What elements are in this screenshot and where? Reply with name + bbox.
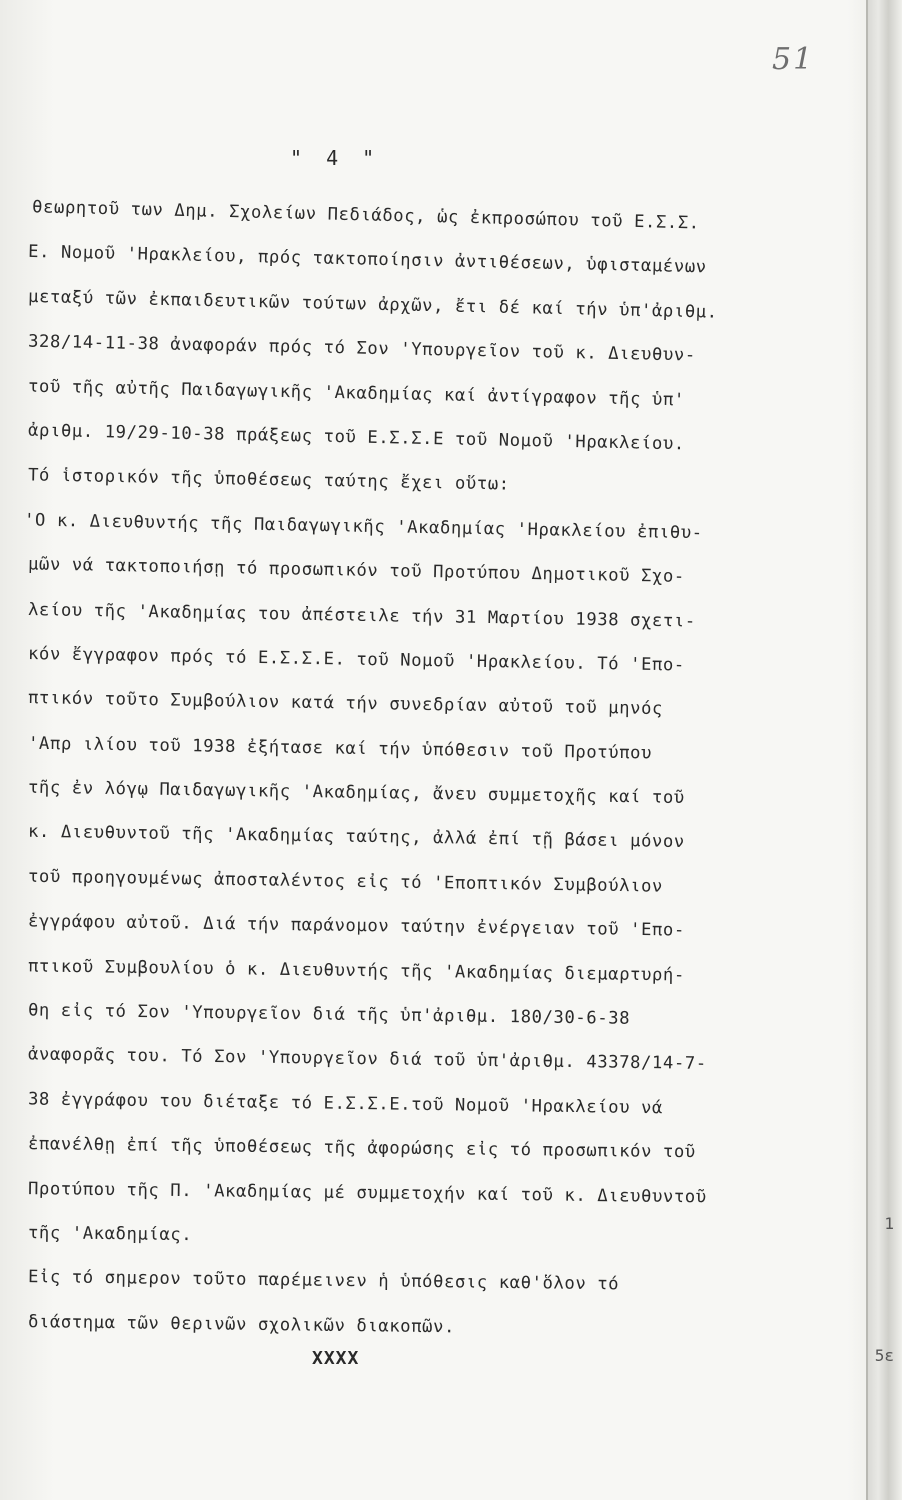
text-line: ἐγγράφου αὐτοῦ. Διά τήν παράνομον ταύτην ἐνέργειαν τοῦ 'Επο- xyxy=(27,911,685,941)
text-line: θη εἰς τό Σον 'Υπουργεῖον διά τῆς ὑπ'ἀριθμ. 180/30-6-38 xyxy=(27,1000,631,1029)
text-line: 328/14-11-38 ἀναφοράν πρός τό Σον 'Υπουργεῖον τοῦ κ. Διευθυν- xyxy=(27,331,696,366)
text-line: τῆς 'Ακαδημίας. xyxy=(27,1223,193,1246)
text-line: Τό ἱστορικόν τῆς ὑποθέσεως ταύτης ἔχει οὕτω: xyxy=(27,465,510,495)
end-mark: ΧΧΧΧ xyxy=(312,1348,360,1369)
edge-mark-2: 5ε xyxy=(874,1346,894,1365)
text-line: μῶν νά τακτοποιήσῃ τό προσωπικόν τοῦ Προτύπου Δημοτικοῦ Σχο- xyxy=(27,554,686,588)
text-line: πτικόν τοῦτο Συμβούλιον κατά τήν συνεδρίαν αὐτοῦ τοῦ μηνός xyxy=(27,688,664,720)
text-line: Ε. Νομοῦ 'Ηρακλείου, πρός τακτοποίησιν ἀντιθέσεων, ὑφισταμένων xyxy=(27,242,707,278)
text-line: ἐπανέλθῃ ἐπί τῆς ὑποθέσεως τῆς ἀφορώσης εἰς τό προσωπικόν τοῦ xyxy=(27,1134,696,1163)
text-line: διάστημα τῶν θερινῶν σχολικῶν διακοπῶν. xyxy=(27,1311,456,1338)
text-line: Εἰς τό σημερον τοῦτο παρέμεινεν ἡ ὑπόθεσις καθ'ὅλον τό xyxy=(27,1267,620,1295)
text-line: 'Απρ ιλίου τοῦ 1938 ἐξήτασε καί τήν ὑπόθεσιν τοῦ Προτύπου xyxy=(27,733,653,764)
text-line: κόν ἔγγραφον πρός τό Ε.Σ.Σ.Ε. τοῦ Νομοῦ 'Ηρακλείου. Τό 'Επο- xyxy=(27,643,686,676)
text-line: τοῦ προηγουμένως ἀποσταλέντος εἰς τό 'Εποπτικόν Συμβούλιον xyxy=(27,866,664,897)
text-line: μεταξύ τῶν ἐκπαιδευτικῶν τούτων ἀρχῶν, ἔτι δέ καί τήν ὑπ'ἀριθμ. xyxy=(27,286,718,323)
page-header-number: " 4 " xyxy=(290,146,381,170)
text-line: Προτύπου τῆς Π. 'Ακαδημίας μέ συμμετοχήν καί τοῦ κ. Διευθυντοῦ xyxy=(27,1178,707,1207)
text-line: ἀριθμ. 19/29-10-38 πράξεως τοῦ Ε.Σ.Σ.Ε τοῦ Νομοῦ 'Ηρακλείου. xyxy=(27,420,686,455)
text-line: τῆς ἐν λόγῳ Παιδαγωγικῆς 'Ακαδημίας, ἄνευ συμμετοχῆς καί τοῦ xyxy=(27,777,686,809)
binding-edge xyxy=(866,0,902,1500)
text-line: 38 ἐγγράφου του διέταξε τό Ε.Σ.Σ.Ε.τοῦ Νομοῦ 'Ηρακλείου νά xyxy=(27,1089,664,1119)
text-line: λείου τῆς 'Ακαδημίας του ἀπέστειλε τήν 31 Μαρτίου 1938 σχετι- xyxy=(27,599,696,632)
text-line: ἀναφορᾶς του. Τό Σον 'Υπουργεῖον διά τοῦ ὑπ'ἀριθμ. 43378/14-7- xyxy=(27,1044,707,1075)
body-text xyxy=(23,195,828,1349)
text-line: 'Ο κ. Διευθυντής τῆς Παιδαγωγικῆς 'Ακαδημίας 'Ηρακλείου ἐπιθυ- xyxy=(23,510,703,544)
text-line: κ. Διευθυντοῦ τῆς 'Ακαδημίας ταύτης, ἀλλά ἐπί τῇ βάσει μόνον xyxy=(27,822,686,853)
text-line: τοῦ τῆς αὐτῆς Παιδαγωγικῆς 'Ακαδημίας καί ἀντίγραφον τῆς ὑπ' xyxy=(27,376,686,410)
folio-number: 51 xyxy=(772,42,815,77)
text-line: πτικοῦ Συμβουλίου ὁ κ. Διευθυντής τῆς 'Ακαδημίας διεμαρτυρή- xyxy=(27,956,685,986)
text-line: θεωρητοῦ των Δημ. Σχολείων Πεδιάδος, ὡς ἐκπροσώπου τοῦ Ε.Σ.Σ. xyxy=(31,197,700,234)
edge-mark-1: 1 xyxy=(884,1214,894,1233)
